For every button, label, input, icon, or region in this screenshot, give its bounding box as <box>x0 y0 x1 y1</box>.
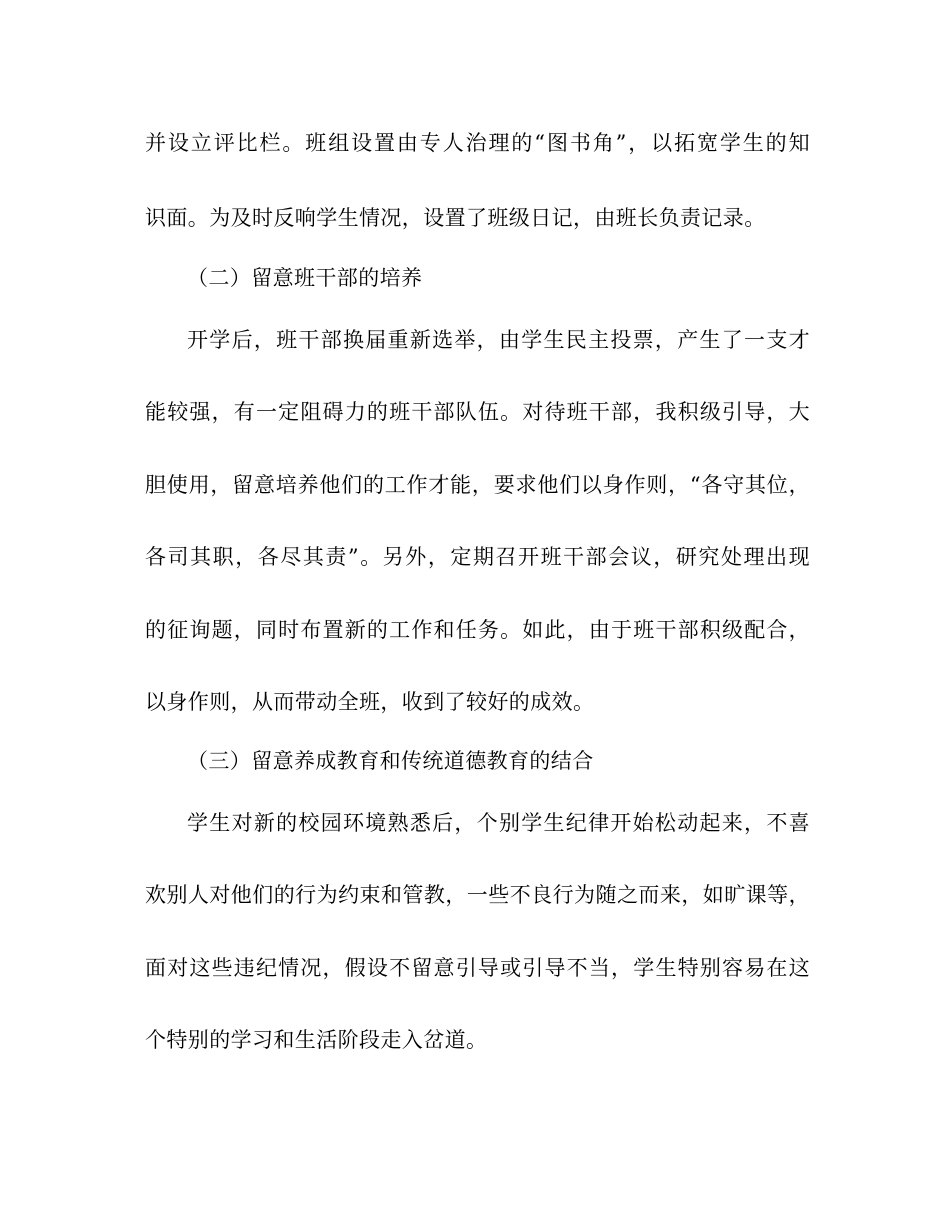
paragraph-line: 欢别人对他们的行为约束和管教，一些不良行为随之而来，如旷课等， <box>145 883 810 907</box>
section-heading: （三）留意养成教育和传统道德教育的结合 <box>187 749 594 773</box>
paragraph-line: 学生对新的校园环境熟悉后，个别学生纪律开始松动起来，不喜 <box>187 811 810 835</box>
paragraph-line: 个特别的学习和生活阶段走入岔道。 <box>145 1028 488 1052</box>
paragraph-line: 的征询题，同时布置新的工作和任务。如此，由于班干部积级配合， <box>145 618 810 642</box>
paragraph-line: 以身作则，从而带动全班，收到了较好的成效。 <box>145 690 595 714</box>
paragraph-line: 并设立评比栏。班组设置由专人治理的“图书角”，以拓宽学生的知 <box>145 131 810 155</box>
paragraph-line: 开学后，班干部换届重新选举，由学生民主投票，产生了一支才 <box>187 328 810 352</box>
section-heading: （二）留意班干部的培养 <box>187 266 423 290</box>
paragraph-line: 识面。为及时反响学生情况，设置了班级日记，由班长负责记录。 <box>145 206 766 230</box>
paragraph-line: 胆使用，留意培养他们的工作才能，要求他们以身作则，“各守其位， <box>145 473 810 497</box>
paragraph-line: 面对这些违纪情况，假设不留意引导或引导不当，学生特别容易在这 <box>145 956 810 980</box>
paragraph-line: 能较强，有一定阻碍力的班干部队伍。对待班干部，我积级引导，大 <box>145 400 810 424</box>
paragraph-line: 各司其职，各尽其责”。另外，定期召开班干部会议，研究处理出现 <box>145 545 810 569</box>
